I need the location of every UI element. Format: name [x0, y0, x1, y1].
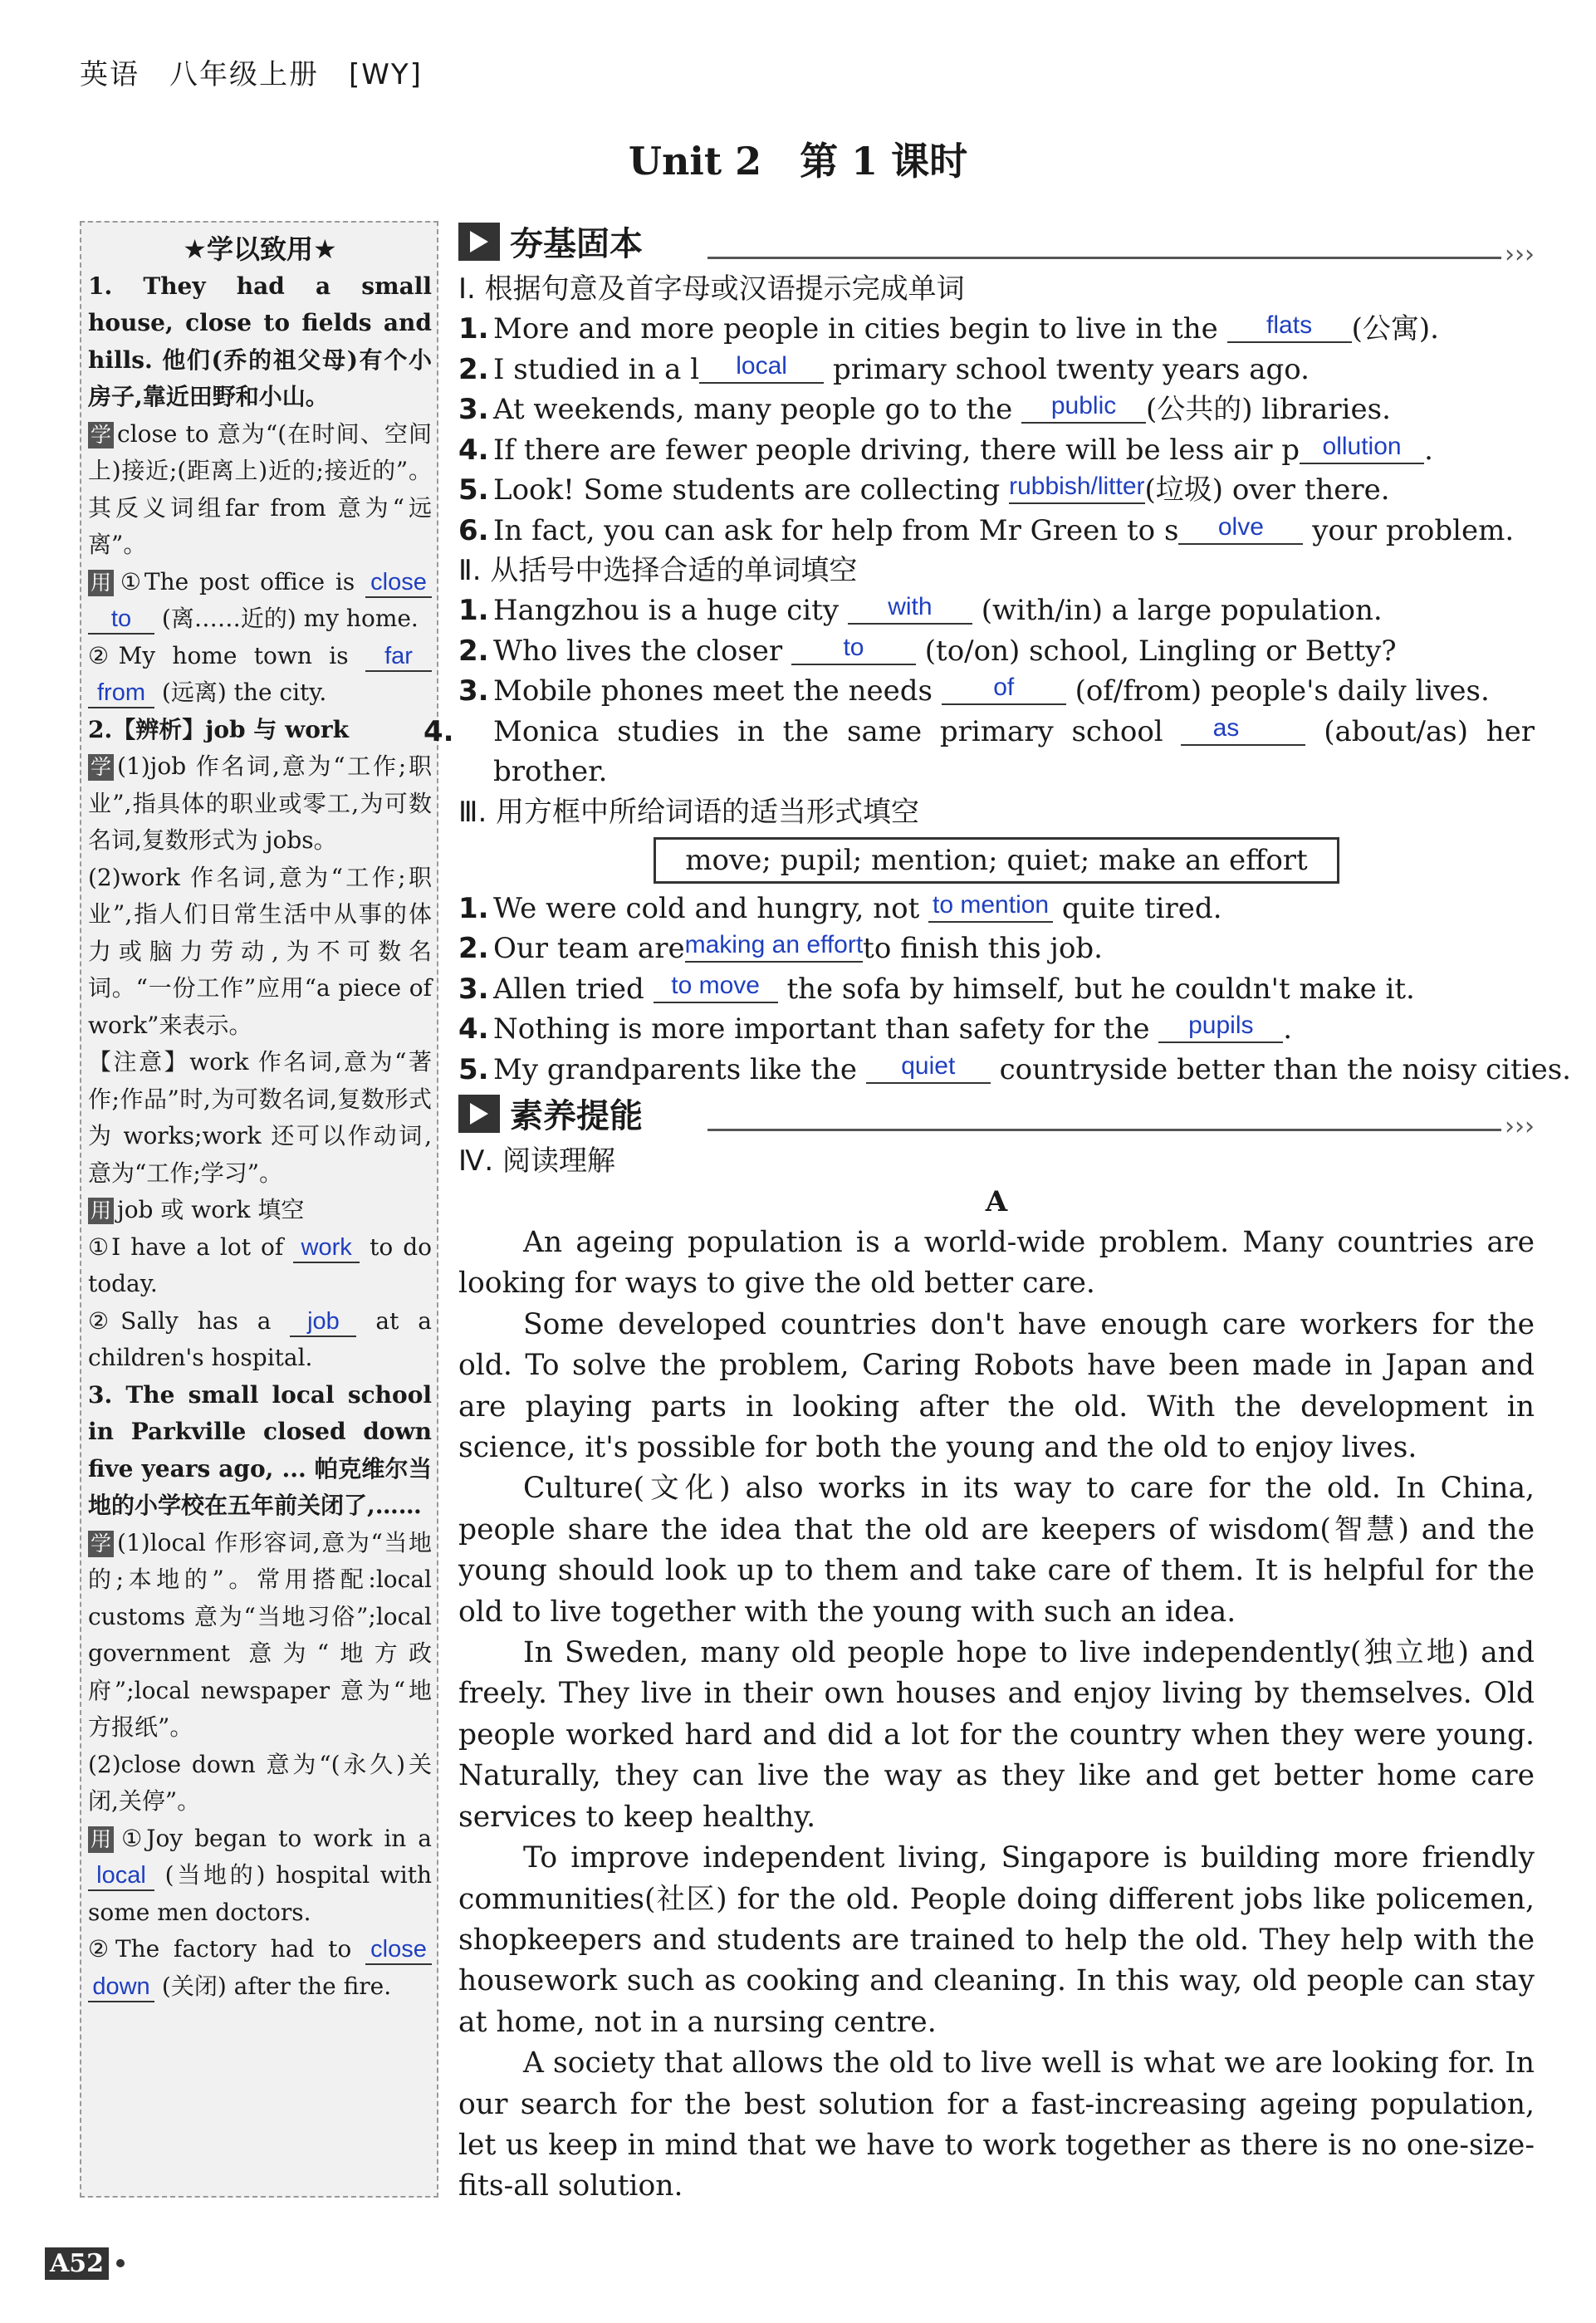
- divider: [707, 257, 1501, 259]
- exercise-item: [458, 430, 1535, 471]
- exercise-item: [458, 969, 1535, 1010]
- practice-note: [88, 1821, 432, 1932]
- study-note: (2)close down 意为“(永久)关闭,关停”。: [88, 1750, 432, 1815]
- practice-note: [88, 638, 432, 712]
- item-number: 6.: [458, 513, 489, 547]
- sentence-start: Monica studies in the same primary school: [493, 714, 1163, 748]
- answer-blank[interactable]: from: [88, 679, 154, 708]
- answer-blank[interactable]: as: [1181, 713, 1305, 746]
- item-number: 1.: [88, 272, 113, 300]
- sentence-start: My grandparents like the: [493, 1052, 857, 1086]
- practice-text: ①Joy began to work in a: [117, 1824, 432, 1852]
- running-header: 英语 八年级上册 [WY]: [80, 58, 423, 91]
- practice-text: ①The post office is: [117, 567, 355, 595]
- practice-text: ①I have a lot of: [88, 1233, 284, 1261]
- practice-note: [88, 1229, 432, 1303]
- reading-passage: [458, 1223, 1535, 2208]
- part-3-items: [458, 889, 1571, 1090]
- warning-note: 【注意】work 作名词,意为“著作;作品”时,为可数名词,复数形式为 works;work 还可以作动词,意为“工作;学习”。: [88, 1048, 432, 1187]
- item-number: 2.: [458, 634, 489, 668]
- answer-blank[interactable]: pupils: [1158, 1010, 1283, 1043]
- sentence-start: Our team are: [493, 932, 685, 965]
- sidebar-item-1: [88, 268, 432, 416]
- sentence-end: .: [1283, 1012, 1293, 1046]
- practice-text: job 或 work 填空: [117, 1196, 305, 1223]
- exercise-item: [458, 591, 1535, 631]
- answer-blank[interactable]: down: [88, 1973, 154, 2002]
- item-number: 4.: [423, 714, 454, 748]
- answer-blank[interactable]: ollution: [1300, 431, 1424, 464]
- part-4-heading: Ⅳ. 阅读理解: [458, 1144, 615, 1178]
- exercise-item: [458, 309, 1535, 350]
- part-2-heading: Ⅱ. 从括号中选择合适的单词填空: [458, 554, 858, 587]
- practice-text: (离……近的) my home.: [161, 605, 419, 632]
- exercise-item: [458, 631, 1535, 672]
- sentence-start: Look! Some students are collecting: [493, 473, 1001, 507]
- exercise-item: [423, 712, 1535, 792]
- sentence-end: your problem.: [1312, 513, 1515, 547]
- practice-text: at a children's hospital.: [88, 1306, 433, 1371]
- exercise-item: [458, 390, 1535, 430]
- answer-blank[interactable]: local: [88, 1861, 154, 1891]
- practice-text: to do today.: [88, 1233, 432, 1297]
- item-number: 1.: [458, 891, 489, 925]
- sentence-start: More and more people in cities begin to live in the: [493, 312, 1218, 346]
- note-text: close to 意为“(在时间、空间上)接近;(距离上)近的;接近的”。其反义词组far from 意为“远离”。: [88, 419, 432, 558]
- yong-tag: 用: [88, 1198, 114, 1224]
- study-note: [88, 748, 432, 860]
- study-note: [88, 416, 432, 564]
- item-text: The small local school in Parkville closed down five years ago, ... 帕克维尔当地的小学校在五年前关闭了,……: [88, 1380, 433, 1519]
- sentence-end: .: [1424, 433, 1433, 467]
- sentence-end: (of/from) people's daily lives.: [1075, 674, 1490, 708]
- answer-blank[interactable]: quiet: [866, 1051, 991, 1084]
- divider: [707, 1129, 1501, 1131]
- answer-blank[interactable]: far: [365, 642, 432, 672]
- sidebar-notes: [80, 221, 438, 2198]
- sentence-start: Who lives the closer: [493, 634, 783, 668]
- item-text: 【辨析】job 与 work: [112, 715, 350, 743]
- passage-paragraph: An ageing population is a world-wide problem. Many countries are looking for ways to give the old better care.: [458, 1226, 1535, 1301]
- study-note: (2)work 作名词,意为“工作;职业”,指人们日常生活中从事的体力或脑力劳动,为不可数名词。“一份工作”应用“a piece of work”来表示。: [88, 863, 432, 1039]
- arrow-icon: [458, 223, 500, 261]
- exercise-item: [458, 889, 1535, 929]
- answer-blank[interactable]: to: [88, 605, 154, 635]
- sentence-end: (about/as) her brother.: [493, 714, 1535, 788]
- sentence-end: the sofa by himself, but he couldn't make it.: [786, 972, 1415, 1006]
- sentence-end: quite tired.: [1061, 891, 1222, 925]
- item-number: 2.: [458, 932, 489, 965]
- item-number: 3.: [458, 972, 489, 1006]
- sentence-start: Hangzhou is a huge city: [493, 594, 840, 627]
- part-1-heading: Ⅰ. 根据句意及首字母或汉语提示完成单词: [458, 272, 965, 306]
- practice-note: [88, 1303, 432, 1377]
- practice-text: ②Sally has a: [88, 1306, 272, 1335]
- exercise-item: [458, 511, 1535, 551]
- part-3-heading: Ⅲ. 用方框中所给词语的适当形式填空: [458, 795, 920, 829]
- practice-text: (远离) the city.: [161, 679, 327, 706]
- passage-paragraph: Culture(文化) also works in its way to care for the old. In China, people share the idea that the old are keepers of wisdom(智慧) and the young should look up to them and take care of them. It is helpful for the old to live together with the young with such an idea.: [458, 1472, 1535, 1629]
- item-number: 5.: [458, 1052, 489, 1086]
- answer-blank[interactable]: olve: [1178, 512, 1303, 545]
- note-text: (1)local 作形容词,意为“当地的;本地的”。常用搭配:local customs 意为“当地习俗”;local government 意为“地方政府”;local newspaper 意为“地方报纸”。: [88, 1528, 432, 1741]
- sentence-start: Allen tried: [493, 972, 644, 1006]
- item-number: 2.: [88, 715, 113, 743]
- practice-note: [88, 1192, 432, 1229]
- main-exercises: [423, 218, 1571, 2208]
- page-number: A52: [45, 2247, 109, 2280]
- practice-text: ②My home town is: [88, 641, 349, 669]
- answer-blank[interactable]: making an effort: [685, 929, 864, 963]
- section-title: 夯基固本: [510, 225, 643, 263]
- xue-tag: 学: [88, 754, 114, 781]
- chevrons-icon: ›››: [1505, 1112, 1535, 1141]
- item-number: 4.: [458, 1012, 489, 1046]
- sentence-end: (公寓).: [1351, 312, 1439, 346]
- answer-blank[interactable]: flats: [1227, 310, 1352, 343]
- word-box: move; pupil; mention; quiet; make an effort: [654, 837, 1339, 884]
- sentence-start: We were cold and hungry, not: [493, 891, 920, 925]
- item-number: 1.: [458, 312, 489, 346]
- exercise-item: [458, 671, 1535, 712]
- passage-paragraph: Some developed countries don't have enough care workers for the old. To solve the problem, Caring Robots have been made in Japan and are playing parts in looking after the old. With the development in science, it's possible for both the young and the old to enjoy lives.: [458, 1307, 1535, 1465]
- sentence-end: (to/on) school, Lingling or Betty?: [924, 634, 1397, 668]
- sentence-start: At weekends, many people go to the: [493, 393, 1013, 426]
- item-text: They had a small house, close to fields and hills. 他们(乔的祖父母)有个小房子,靠近田野和小山。: [88, 272, 432, 410]
- answer-blank[interactable]: with: [848, 591, 972, 625]
- answer-blank[interactable]: to move: [654, 970, 778, 1003]
- sidebar-item-2: [88, 712, 432, 749]
- page-dot: [116, 2259, 125, 2267]
- answer-blank[interactable]: close: [365, 568, 432, 598]
- xue-tag: 学: [88, 422, 114, 448]
- xue-tag: 学: [88, 1531, 114, 1557]
- practice-note: [88, 564, 432, 638]
- sentence-start: In fact, you can ask for help from Mr Green to s: [493, 513, 1179, 547]
- part-1-items: [458, 309, 1535, 551]
- sentence-end: (垃圾) over there.: [1144, 473, 1390, 507]
- sentence-start: Nothing is more important than safety for the: [493, 1012, 1150, 1046]
- practice-note: [88, 1931, 432, 2005]
- answer-blank[interactable]: local: [699, 350, 824, 384]
- answer-blank[interactable]: close: [365, 1935, 432, 1965]
- sentence-start: I studied in a l: [493, 352, 700, 386]
- passage-paragraph: In Sweden, many old people hope to live independently(独立地) and freely. They live in their own houses and enjoy living by themselves. Old people worked hard and did a lot for the country when they were young. Naturally, they can live the way as they like and get better home care services to keep healthy.: [458, 1636, 1535, 1834]
- answer-blank[interactable]: job: [290, 1307, 356, 1337]
- answer-blank[interactable]: rubbish/litter: [1009, 471, 1144, 504]
- note-text: (1)job 作名词,意为“工作;职业”,指具体的职业或零工,为可数名词,复数形式为 jobs。: [88, 752, 432, 854]
- practice-text: (关闭) after the fire.: [161, 1972, 392, 2000]
- section-header-basics: [458, 218, 1535, 269]
- item-number: 3.: [88, 1380, 113, 1409]
- sidebar-item-3: [88, 1377, 432, 1525]
- item-number: 3.: [458, 393, 489, 426]
- passage-paragraph: A society that allows the old to live well is what we are looking for. In our search for the best solution for a fast-increasing ageing population, let us keep in mind that we have to work together as there is no one-size-fits-all solution.: [458, 2046, 1535, 2203]
- answer-blank[interactable]: public: [1021, 390, 1146, 424]
- yong-tag: 用: [88, 570, 114, 596]
- passage-paragraph: To improve independent living, Singapore is building more friendly communities(社区) for the old. People doing different jobs like policemen, shopkeepers and students are trained to help the old. They help with the housework such as cooking and cleaning. In this way, old people can stay at home, not in a nursing centre.: [458, 1841, 1535, 2039]
- sentence-end: primary school twenty years ago.: [832, 352, 1310, 386]
- chevrons-icon: ›››: [1505, 240, 1535, 269]
- unit-title: Unit 2 第 1 课时: [628, 139, 968, 184]
- exercise-item: [458, 350, 1535, 390]
- sidebar-title: ★学以致用★: [183, 233, 337, 265]
- sentence-end: to finish this job.: [863, 932, 1103, 965]
- section-title: 素养提能: [510, 1097, 643, 1135]
- part-2-items: [423, 591, 1535, 792]
- item-number: 3.: [458, 674, 489, 708]
- section-header-skills: [458, 1090, 1535, 1141]
- answer-blank[interactable]: work: [293, 1233, 360, 1263]
- study-note: [88, 1525, 432, 1747]
- sentence-end: (公共的) libraries.: [1146, 393, 1391, 426]
- exercise-item: [458, 929, 1535, 969]
- item-number: 1.: [458, 594, 489, 627]
- answer-blank[interactable]: to: [791, 632, 916, 665]
- answer-blank[interactable]: of: [942, 672, 1066, 705]
- sentence-end: countryside better than the noisy cities.: [999, 1052, 1571, 1086]
- yong-tag: 用: [88, 1826, 114, 1853]
- answer-blank[interactable]: to mention: [928, 890, 1053, 923]
- exercise-item: [458, 1009, 1535, 1050]
- passage-label: A: [985, 1185, 1008, 1218]
- sentence-end: (with/in) a large population.: [981, 594, 1383, 627]
- item-number: 5.: [458, 473, 489, 507]
- sentence-start: If there are fewer people driving, there will be less air p: [493, 433, 1300, 467]
- exercise-item: [458, 1050, 1571, 1090]
- sentence-start: Mobile phones meet the needs: [493, 674, 933, 708]
- item-number: 4.: [458, 433, 489, 467]
- item-number: 2.: [458, 352, 489, 386]
- practice-text: ②The factory had to: [88, 1935, 352, 1963]
- practice-text: (当地的) hospital with some men doctors.: [88, 1861, 432, 1926]
- exercise-item: [458, 470, 1535, 511]
- arrow-icon: [458, 1095, 500, 1133]
